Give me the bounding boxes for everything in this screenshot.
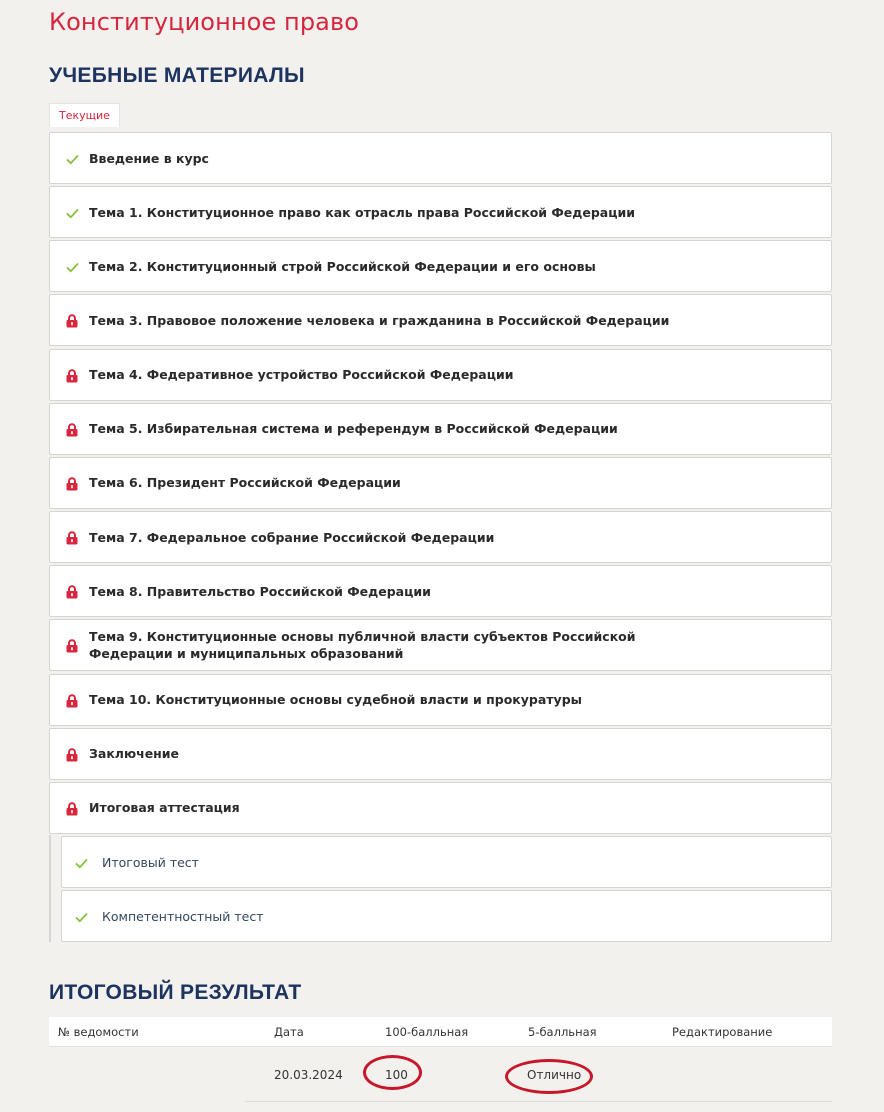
check-icon [74,910,88,924]
lock-icon [65,423,79,437]
material-item-3[interactable] [49,294,832,346]
lock-icon [65,802,79,816]
material-item-label: Тема 9. Конституционные основы публичной власти субъектов Российской Федерации и муниципальных образований [89,629,636,662]
material-item-1[interactable] [49,186,832,238]
cell-date: 20.03.2024 [274,1068,343,1082]
material-item-label: Введение в курс [89,150,209,166]
material-item-11[interactable] [49,728,832,780]
material-item-2[interactable] [49,240,832,292]
material-item-label: Итоговая аттестация [89,800,240,816]
column-header-date: Дата [274,1025,304,1039]
material-item-6[interactable] [49,457,832,509]
material-item-label: Тема 5. Избирательная система и референдум в Российской Федерации [89,421,618,437]
material-item-label: Тема 4. Федеративное устройство Российской Федерации [89,367,514,383]
material-item-5[interactable] [49,403,832,455]
material-item-4[interactable] [49,349,832,401]
tab-current[interactable]: Текущие [49,103,120,127]
cell-score-100: 100 [385,1068,408,1082]
material-item-label: Заключение [89,746,180,762]
material-item-12[interactable] [49,782,832,834]
column-header-statement: № ведомости [58,1025,139,1039]
material-item-label: Тема 7. Федеральное собрание Российской Федерации [89,529,495,545]
check-icon [74,856,88,870]
column-header-score-5: 5-балльная [528,1025,597,1039]
material-item-8[interactable] [49,565,832,617]
result-table-header [49,1017,832,1047]
sub-item-0[interactable] [61,836,832,888]
result-heading: ИТОГОВЫЙ РЕЗУЛЬТАТ [49,981,302,1004]
sub-item-label: Итоговый тест [102,854,199,870]
lock-icon [65,369,79,383]
lock-icon [65,585,79,599]
check-icon [65,152,79,166]
lock-icon [65,531,79,545]
material-item-10[interactable] [49,674,832,726]
sub-item-label: Компетентностный тест [102,908,264,924]
material-item-label: Тема 6. Президент Российской Федерации [89,475,401,491]
column-header-edit: Редактирование [672,1025,773,1039]
material-item-label: Тема 2. Конституционный строй Российской Федерации и его основы [89,258,596,274]
material-item-7[interactable] [49,511,832,563]
column-header-score-100: 100-балльная [385,1025,469,1039]
annotation-oval-score-100 [363,1055,422,1090]
sub-item-1[interactable] [61,890,832,942]
material-item-label: Тема 3. Правовое положение человека и гражданина в Российской Федерации [89,312,670,328]
lock-icon [65,694,79,708]
material-item-label: Тема 10. Конституционные основы судебной власти и прокуратуры [89,692,582,707]
lock-icon [65,477,79,491]
check-icon [65,206,79,220]
course-title: Конституционное право [49,8,360,36]
row-divider [245,1101,832,1102]
material-item-label: Тема 8. Правительство Российской Федерации [89,583,431,599]
lock-icon [65,748,79,762]
sub-items-guide [49,835,51,942]
material-item-label: Тема 1. Конституционное право как отрасль права Российской Федерации [89,204,636,220]
cell-score-5: Отлично [527,1068,582,1082]
check-icon [65,260,79,274]
material-item-9[interactable] [49,619,832,671]
materials-heading: УЧЕБНЫЕ МАТЕРИАЛЫ [49,64,305,87]
material-item-0[interactable] [49,132,832,184]
lock-icon [65,639,79,653]
annotation-oval-score-5 [505,1059,593,1094]
lock-icon [65,314,79,328]
